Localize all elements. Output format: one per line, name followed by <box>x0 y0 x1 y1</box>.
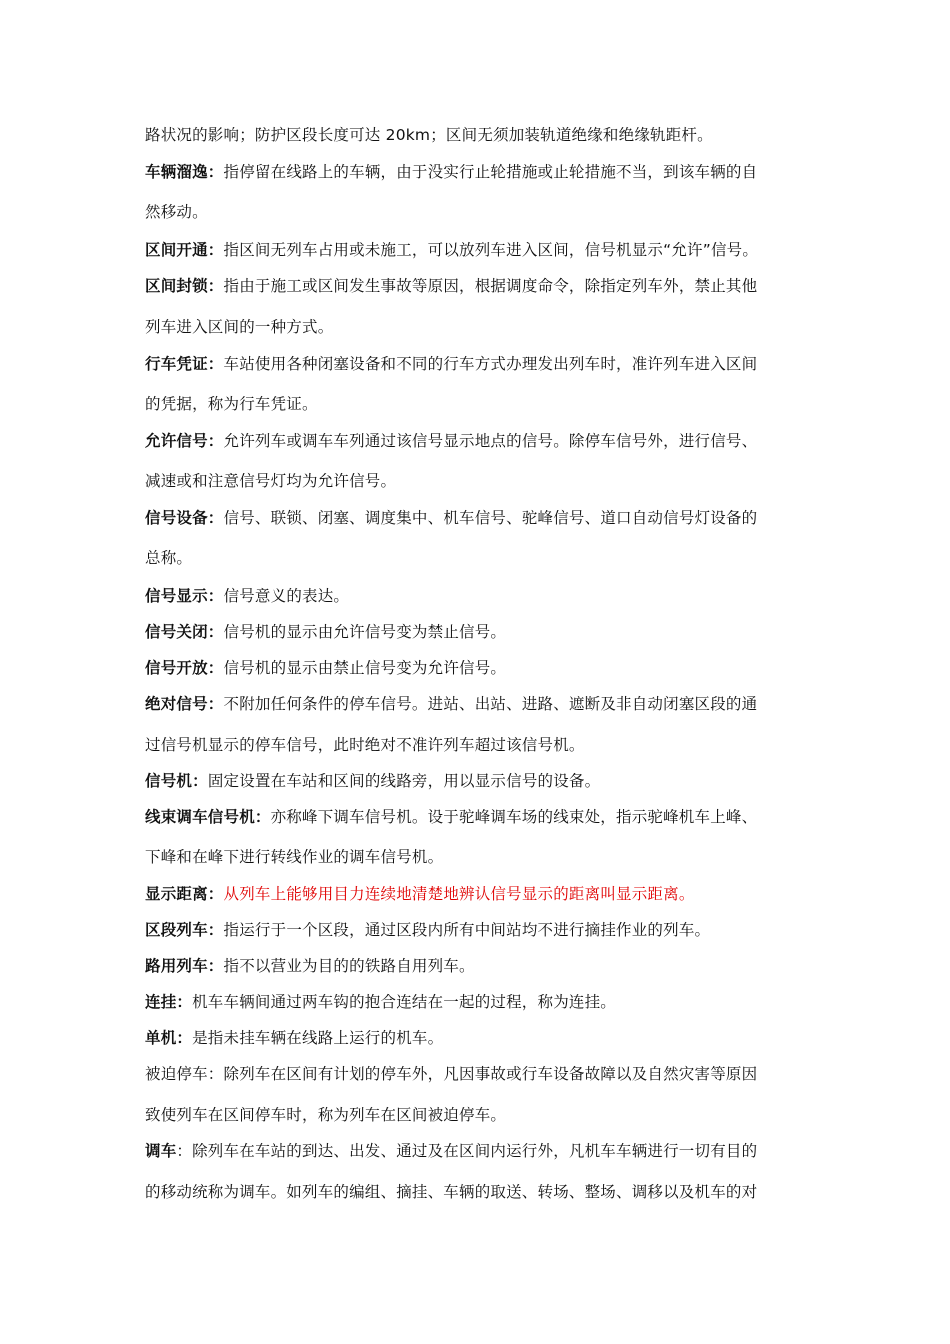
text-line <box>145 584 825 608</box>
term-label: 单机： <box>145 1029 193 1047</box>
text-line <box>145 805 825 829</box>
term-label: 信号开放： <box>145 659 224 677</box>
definition-text: 过信号机显示的停车信号，此时绝对不准许列车超过该信号机。 <box>145 736 585 754</box>
definition-text-red: 从列车上能够用目力连续地清楚地辨认信号显示的距离叫显示距离。 <box>223 885 695 903</box>
text-line <box>145 274 825 298</box>
text-line <box>145 1026 825 1050</box>
text-line <box>145 1062 825 1086</box>
definition-text: 固定设置在车站和区间的线路旁，用以显示信号的设备。 <box>207 772 601 790</box>
term-label: 路用列车： <box>145 957 224 975</box>
definition-text: 指不以营业为目的的铁路自用列车。 <box>223 957 475 975</box>
text-line <box>145 315 825 339</box>
definition-text: 减速或和注意信号灯均为允许信号。 <box>145 472 397 490</box>
term-label: 信号显示： <box>145 587 224 605</box>
text-line <box>145 692 825 716</box>
text-line <box>145 769 825 793</box>
term-label: 调车 <box>145 1142 177 1160</box>
definition-text: 车站使用各种闭塞设备和不同的行车方式办理发出列车时，准许列车进入区间 <box>223 355 758 373</box>
text-line <box>145 918 825 942</box>
text-line <box>145 733 825 757</box>
definition-text: 路状况的影响；防护区段长度可达 20km；区间无须加装轨道绝缘和绝缘轨距杆。 <box>145 126 713 144</box>
definition-text: 指运行于一个区段，通过区段内所有中间站均不进行摘挂作业的列车。 <box>223 921 711 939</box>
text-line <box>145 392 825 416</box>
text-line <box>145 429 825 453</box>
definition-text: 的移动统称为调车。如列车的编组、摘挂、车辆的取送、转场、整场、调移以及机车的对 <box>145 1183 758 1201</box>
definition-text: 亦称峰下调车信号机。设于驼峰调车场的线束处，指示驼峰机车上峰、 <box>270 808 758 826</box>
term-label: 线束调车信号机： <box>145 808 271 826</box>
text-line <box>145 506 825 530</box>
definition-text: 机车车辆间通过两车钩的抱合连结在一起的过程，称为连挂。 <box>192 993 617 1011</box>
definition-text: 致使列车在区间停车时，称为列车在区间被迫停车。 <box>145 1106 507 1124</box>
term-label: 信号机： <box>145 772 208 790</box>
definition-text: 列车进入区间的一种方式。 <box>145 318 334 336</box>
text-line <box>145 469 825 493</box>
definition-text: 被迫停车：除列车在区间有计划的停车外，凡因事故或行车设备故障以及自然灾害等原因 <box>145 1065 758 1083</box>
text-line <box>145 123 825 147</box>
definition-text: 指由于施工或区间发生事故等原因，根据调度命令，除指定列车外，禁止其他 <box>223 277 758 295</box>
text-line-highlighted <box>145 882 825 906</box>
term-label: 信号关闭： <box>145 623 224 641</box>
term-label: 车辆溜逸： <box>145 163 224 181</box>
definition-text: 信号意义的表达。 <box>223 587 350 605</box>
definition-text: 信号机的显示由禁止信号变为允许信号。 <box>223 659 507 677</box>
definition-text: 总称。 <box>145 549 193 567</box>
text-line <box>145 656 825 680</box>
text-line <box>145 620 825 644</box>
text-line <box>145 990 825 1014</box>
term-label: 区间封锁： <box>145 277 224 295</box>
definition-text: ：除列车在车站的到达、出发、通过及在区间内运行外，凡机车车辆进行一切有目的 <box>176 1142 758 1160</box>
term-label: 显示距离： <box>145 885 224 903</box>
term-label: 信号设备： <box>145 509 224 527</box>
definition-text: 是指未挂车辆在线路上运行的机车。 <box>192 1029 444 1047</box>
term-label: 连挂： <box>145 993 193 1011</box>
text-line <box>145 238 825 262</box>
text-line <box>145 1103 825 1127</box>
text-line <box>145 200 825 224</box>
text-line <box>145 1139 825 1163</box>
definition-text: 信号、联锁、闭塞、调度集中、机车信号、驼峰信号、道口自动信号灯设备的 <box>223 509 758 527</box>
term-label: 允许信号： <box>145 432 224 450</box>
text-line <box>145 546 825 570</box>
definition-text: 下峰和在峰下进行转线作业的调车信号机。 <box>145 848 444 866</box>
definition-text: 然移动。 <box>145 203 208 221</box>
text-line <box>145 1180 825 1204</box>
term-label: 行车凭证： <box>145 355 224 373</box>
term-label: 绝对信号： <box>145 695 224 713</box>
definition-text: 不附加任何条件的停车信号。进站、出站、进路、遮断及非自动闭塞区段的通 <box>223 695 758 713</box>
text-line <box>145 954 825 978</box>
definition-text: 指区间无列车占用或未施工，可以放列车进入区间，信号机显示“允许”信号。 <box>223 241 759 259</box>
definition-text: 信号机的显示由允许信号变为禁止信号。 <box>223 623 507 641</box>
text-line <box>145 845 825 869</box>
definition-text: 的凭据，称为行车凭证。 <box>145 395 318 413</box>
text-line <box>145 352 825 376</box>
text-line <box>145 160 825 184</box>
definition-text: 允许列车或调车车列通过该信号显示地点的信号。除停车信号外，进行信号、 <box>223 432 758 450</box>
term-label: 区间开通： <box>145 241 224 259</box>
term-label: 区段列车： <box>145 921 224 939</box>
definition-text: 指停留在线路上的车辆，由于没实行止轮措施或止轮措施不当，到该车辆的自 <box>223 163 758 181</box>
